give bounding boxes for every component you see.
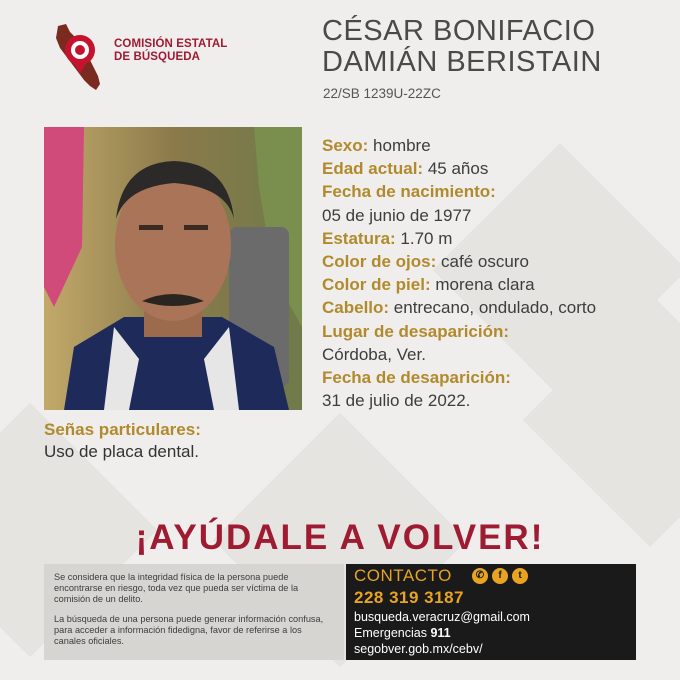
detail-place (322, 320, 672, 343)
contact-title: CONTACTO (354, 566, 452, 585)
disclaimer-p1: Se considera que la integridad física de la persona puede encontrarse en riesgo, toda vez que pueda ser víctima de la comisión de un delito. (54, 572, 299, 604)
person-details (322, 134, 672, 412)
value-age: 45 años (427, 159, 489, 179)
label-age: Edad actual: (322, 159, 424, 179)
value-eye-color: café oscuro (441, 252, 529, 272)
contact-email[interactable]: busqueda.veracruz@gmail.com (354, 610, 530, 624)
distinguishing-marks (44, 419, 201, 463)
disclaimer-p2: La búsqueda de una persona puede generar información confusa, para acceder a información fidedigna, favor de referirse a los canales oficiales. (54, 614, 324, 646)
person-photo (44, 127, 302, 410)
slogan-heading: ¡AYÚDALE A VOLVER! (135, 518, 545, 557)
case-folio: 22/SB 1239U-22ZC (323, 86, 441, 101)
detail-height (322, 227, 672, 250)
contact-box (346, 564, 636, 660)
facebook-icon[interactable]: f (492, 568, 508, 584)
label-birthdate: Fecha de nacimiento: (322, 182, 496, 202)
value-place: Córdoba, Ver. (322, 344, 426, 364)
contact-phone[interactable]: 228 319 3187 (354, 588, 464, 607)
value-height: 1.70 m (400, 228, 453, 248)
emergency-number[interactable]: 911 (430, 626, 451, 640)
contact-website[interactable]: segobver.gob.mx/cebv/ (354, 642, 483, 656)
agency-name-line2: DE BÚSQUEDA (114, 51, 201, 63)
twitter-icon[interactable]: t (512, 568, 528, 584)
value-birthdate: 05 de junio de 1977 (322, 205, 472, 225)
detail-skin-color (322, 273, 672, 296)
detail-disappearance-date (322, 366, 672, 389)
person-name-line2: DAMIÁN BERISTAIN (322, 46, 602, 78)
detail-sex (322, 134, 672, 157)
label-distinguishing-marks: Señas particulares: (44, 420, 201, 439)
label-height: Estatura: (322, 228, 396, 248)
veracruz-map-pin-icon (44, 22, 108, 96)
detail-eye-color (322, 250, 672, 273)
agency-name (114, 38, 227, 64)
value-sex: hombre (373, 136, 431, 155)
detail-birthdate (322, 180, 672, 203)
agency-logo (44, 22, 244, 96)
disclaimer-box (44, 564, 344, 660)
value-distinguishing-marks: Uso de placa dental. (44, 442, 199, 461)
person-name (322, 16, 602, 78)
label-sex: Sexo: (322, 136, 369, 155)
person-name-line1: CÉSAR BONIFACIO (322, 15, 596, 47)
phone-icon[interactable]: ✆ (472, 568, 488, 584)
value-hair: entrecano, ondulado, corto (393, 298, 597, 318)
detail-age (322, 157, 672, 180)
label-hair: Cabello: (322, 298, 390, 318)
agency-name-line1: COMISIÓN ESTATAL (114, 38, 228, 50)
label-eye-color: Color de ojos: (322, 252, 437, 272)
contact-emergency (354, 626, 451, 640)
value-skin-color: morena clara (435, 275, 535, 295)
detail-hair (322, 296, 672, 319)
label-disappearance-date: Fecha de desaparición: (322, 368, 511, 388)
value-disappearance-date: 31 de julio de 2022. (322, 391, 471, 411)
label-place: Lugar de desaparición: (322, 321, 510, 341)
emergency-label: Emergencias (354, 626, 427, 640)
label-skin-color: Color de piel: (322, 275, 431, 295)
